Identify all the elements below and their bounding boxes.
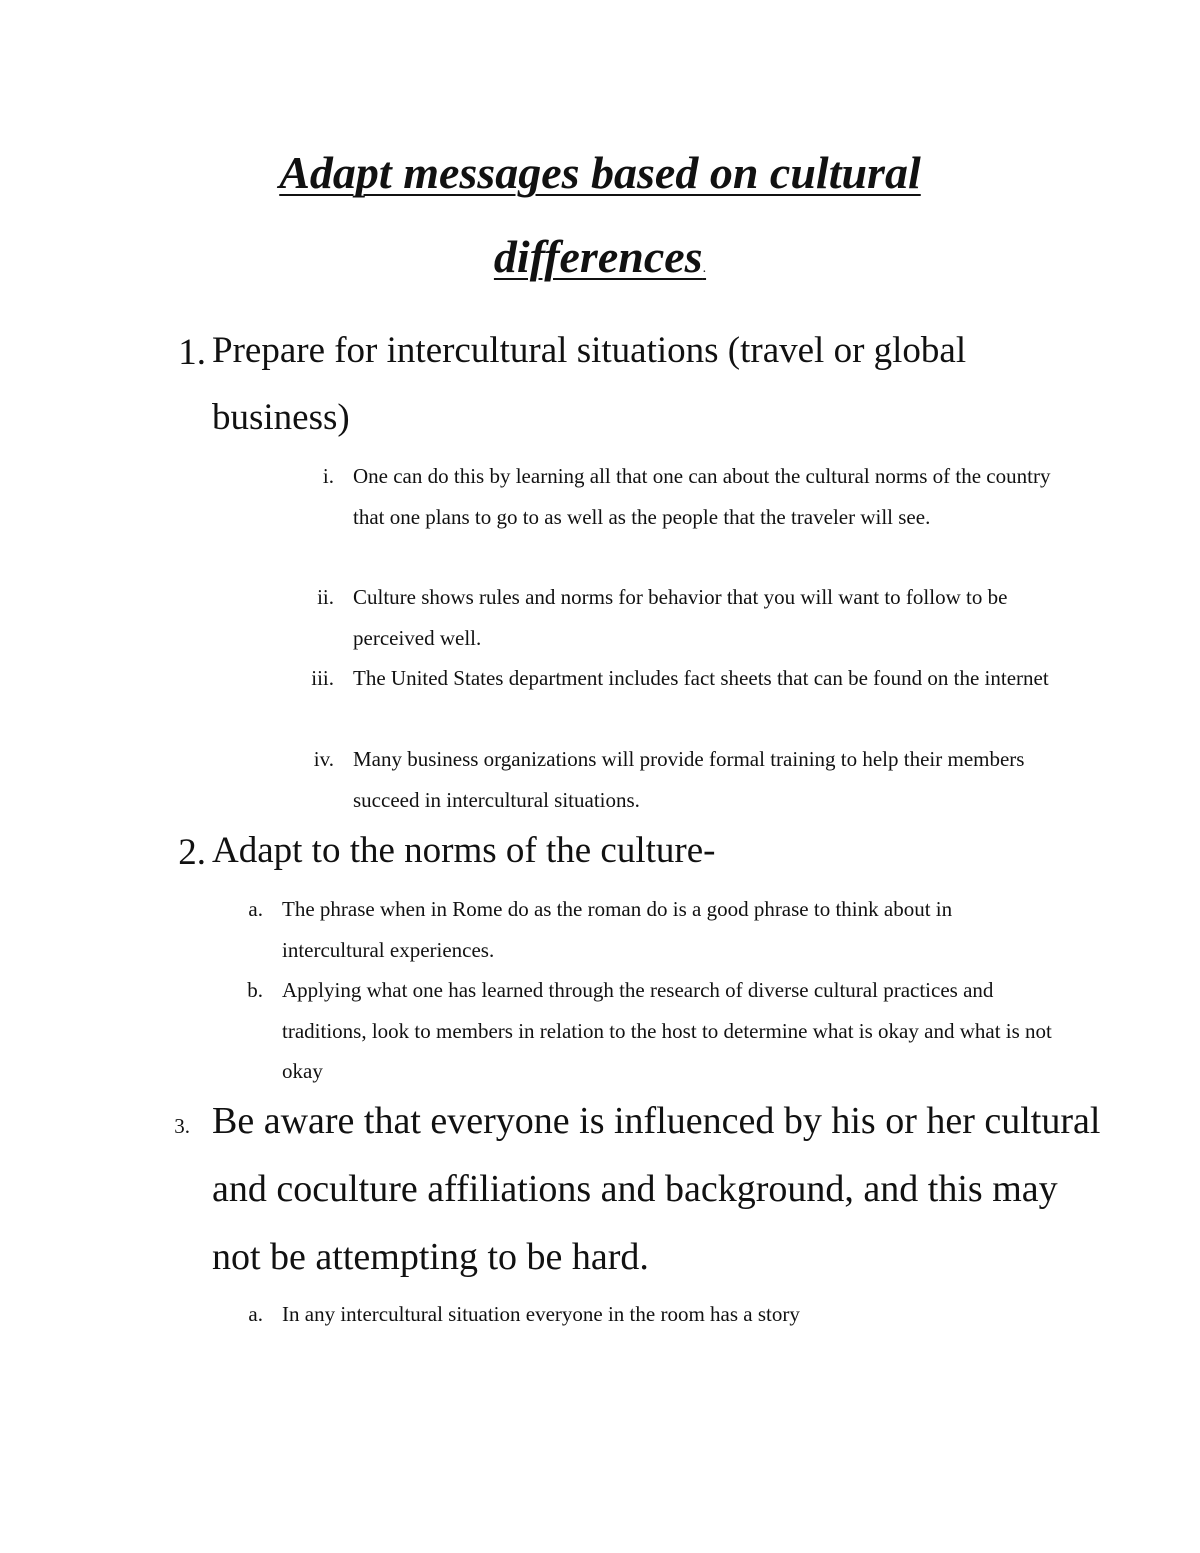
list-marker: iv. [313,747,334,771]
section-number: 1. [178,332,206,373]
section-heading: Prepare for intercultural situations (travel or global business) [212,330,967,438]
list-item: The phrase when in Rome do as the roman do is a good phrase to think about in intercultural experiences. [282,897,953,962]
document-title-line-2 [0,231,1200,282]
list-item: Many business organizations will provide formal training to help their members succeed in intercultural situations. [353,747,1025,812]
title-text-2: differences [493,231,703,282]
list-marker: a. [248,1302,263,1326]
list-item: In any intercultural situation everyone in the room has a story [282,1302,800,1326]
list-marker: iii. [311,666,334,690]
list-marker: a. [248,897,263,921]
list-marker: b. [247,978,263,1002]
section-heading: Adapt to the norms of the culture- [212,830,716,871]
list-marker: i. [322,464,334,488]
list-item: One can do this by learning all that one can about the cultural norms of the country that one plans to go to as well as the people that the traveler will see. [353,464,1051,529]
title-text-1: Adapt messages based on cultural [279,147,921,198]
section-number: 2. [178,832,206,873]
section-heading: Be aware that everyone is influenced by his or her cultural and coculture affiliations and background, and this may not be attempting to be hard. [212,1100,1101,1278]
section-number: 3. [174,1114,190,1138]
list-item: The United States department includes fact sheets that can be found on the internet [353,666,1049,690]
list-marker: ii. [317,585,334,609]
list-item: Applying what one has learned through the research of diverse cultural practices and traditions, look to members in relation to the host to determine what is okay and what is not okay [282,978,1052,1083]
list-item: Culture shows rules and norms for behavior that you will want to follow to be perceived well. [353,585,1008,650]
title-trailing-dot: . [702,261,707,276]
document-title-line-1 [0,147,1200,198]
